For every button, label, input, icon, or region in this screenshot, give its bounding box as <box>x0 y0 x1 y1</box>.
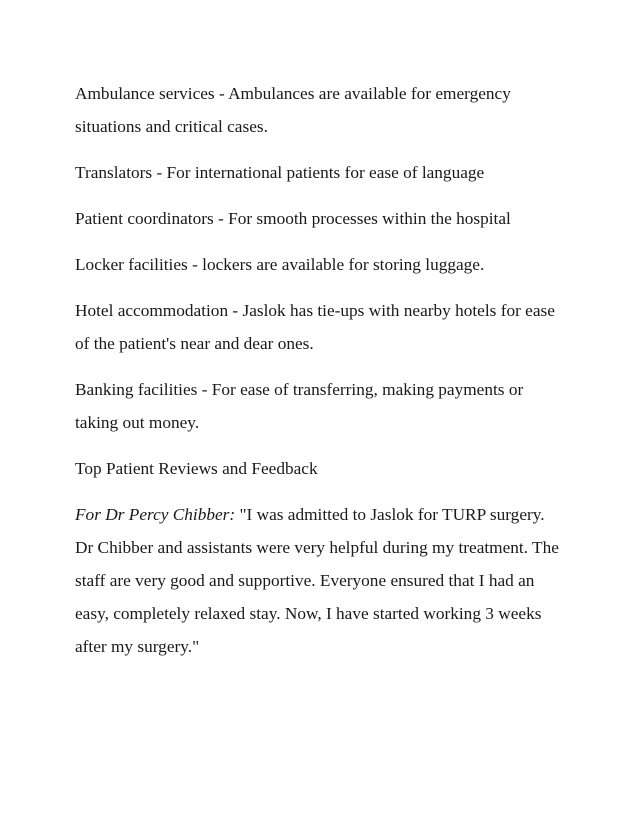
review-quote: "I was admitted to Jaslok for TURP surgery. Dr Chibber and assistants were very helpful during my treatment. The staff are very good and supportive. Everyone ensured that I had an easy, completely relaxed stay. Now, I have started working 3 weeks after my surgery." <box>75 505 559 656</box>
paragraph-hotel-accommodation: Hotel accommodation - Jaslok has tie-ups with nearby hotels for ease of the patient's near and dear ones. <box>75 301 555 353</box>
paragraph-locker-facilities: Locker facilities - lockers are available for storing luggage. <box>75 255 485 274</box>
review-doctor-label: For Dr Percy Chibber: <box>75 505 236 524</box>
section-heading-reviews: Top Patient Reviews and Feedback <box>75 459 318 478</box>
paragraph-banking-facilities: Banking facilities - For ease of transferring, making payments or taking out money. <box>75 380 524 432</box>
paragraph-ambulance-services: Ambulance services - Ambulances are available for emergency situations and critical cases. <box>75 84 511 136</box>
paragraph-patient-coordinators: Patient coordinators - For smooth processes within the hospital <box>75 209 511 228</box>
review-paragraph <box>75 498 565 663</box>
paragraph-translators: Translators - For international patients for ease of language <box>75 163 485 182</box>
document-page <box>75 77 565 676</box>
